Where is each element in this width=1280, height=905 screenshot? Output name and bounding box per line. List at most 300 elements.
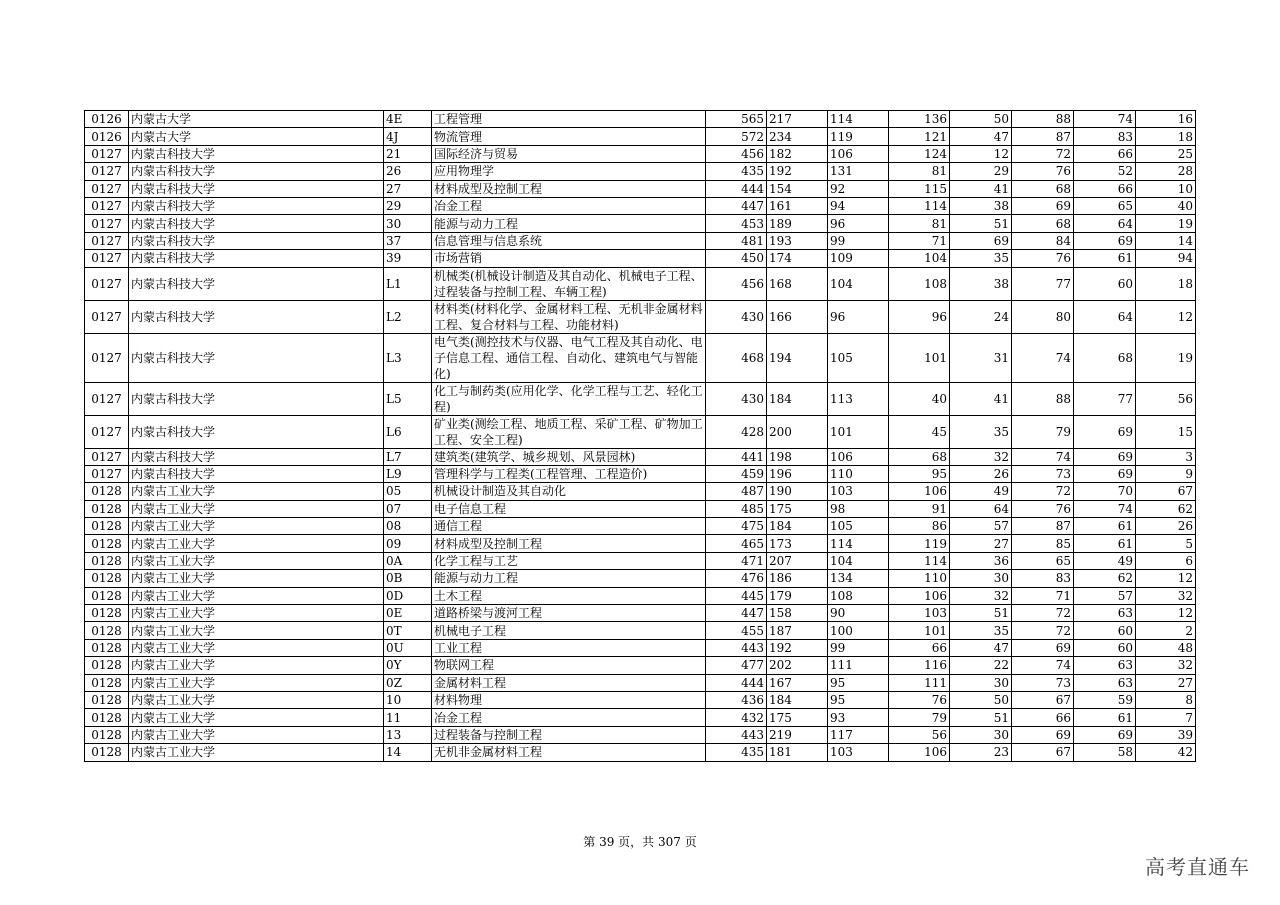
score-cell: 114 [889,197,950,214]
table-row [85,570,1196,587]
score-cell: 83 [1074,128,1136,145]
score-cell: 18 [1136,128,1196,145]
score-cell: 69 [1012,726,1074,743]
school-code-cell: 0128 [85,518,129,535]
major-code-cell: L1 [384,267,432,300]
school-code-cell: 0128 [85,570,129,587]
major-code-cell: 09 [384,535,432,552]
school-name-cell: 内蒙古科技大学 [129,333,384,382]
score-cell: 41 [950,180,1012,197]
score-cell: 101 [889,622,950,639]
score-cell: 456 [706,267,767,300]
watermark-logo: 高考直通车 [1145,855,1250,879]
major-name-cell: 能源与动力工程 [432,570,706,587]
score-cell: 16 [1136,111,1196,128]
score-cell: 61 [1074,535,1136,552]
score-cell: 450 [706,250,767,267]
score-cell: 198 [767,448,828,465]
school-code-cell: 0127 [85,232,129,249]
major-name-cell: 能源与动力工程 [432,215,706,232]
score-cell: 62 [1074,570,1136,587]
score-cell: 76 [1012,163,1074,180]
table-row [85,180,1196,197]
score-cell: 7 [1136,709,1196,726]
score-cell: 50 [950,691,1012,708]
score-cell: 113 [828,382,889,415]
major-code-cell: 13 [384,726,432,743]
score-cell: 115 [889,180,950,197]
score-cell: 69 [1012,197,1074,214]
table-row [85,744,1196,761]
table-row [85,250,1196,267]
score-cell: 207 [767,552,828,569]
school-code-cell: 0127 [85,197,129,214]
school-name-cell: 内蒙古工业大学 [129,674,384,691]
school-code-cell: 0128 [85,674,129,691]
score-cell: 131 [828,163,889,180]
major-code-cell: 0D [384,587,432,604]
major-name-cell: 市场营销 [432,250,706,267]
score-cell: 69 [1074,415,1136,448]
school-name-cell: 内蒙古工业大学 [129,726,384,743]
major-name-cell: 管理科学与工程类(工程管理、工程造价) [432,465,706,482]
score-cell: 455 [706,622,767,639]
score-cell: 35 [950,415,1012,448]
score-cell: 93 [828,709,889,726]
major-name-cell: 化工与制药类(应用化学、化学工程与工艺、轻化工程) [432,382,706,415]
score-cell: 64 [1074,215,1136,232]
score-cell: 192 [767,639,828,656]
school-name-cell: 内蒙古科技大学 [129,215,384,232]
score-cell: 184 [767,518,828,535]
score-cell: 453 [706,215,767,232]
major-name-cell: 物联网工程 [432,657,706,674]
score-cell: 67 [1012,691,1074,708]
score-cell: 41 [950,382,1012,415]
score-cell: 179 [767,587,828,604]
school-name-cell: 内蒙古科技大学 [129,232,384,249]
school-name-cell: 内蒙古大学 [129,128,384,145]
major-code-cell: 05 [384,483,432,500]
major-name-cell: 电子信息工程 [432,500,706,517]
score-cell: 66 [1074,145,1136,162]
major-code-cell: 39 [384,250,432,267]
score-cell: 119 [828,128,889,145]
major-code-cell: L2 [384,300,432,333]
school-code-cell: 0127 [85,145,129,162]
score-cell: 30 [950,570,1012,587]
school-name-cell: 内蒙古工业大学 [129,622,384,639]
school-code-cell: 0128 [85,622,129,639]
school-name-cell: 内蒙古大学 [129,111,384,128]
score-cell: 87 [1012,518,1074,535]
score-cell: 67 [1136,483,1196,500]
score-cell: 63 [1074,605,1136,622]
score-cell: 24 [950,300,1012,333]
score-cell: 36 [950,552,1012,569]
score-cell: 76 [1012,250,1074,267]
school-code-cell: 0128 [85,639,129,656]
score-cell: 200 [767,415,828,448]
major-name-cell: 建筑类(建筑学、城乡规划、风景园林) [432,448,706,465]
score-cell: 114 [889,552,950,569]
score-cell: 110 [828,465,889,482]
score-cell: 110 [889,570,950,587]
score-cell: 76 [889,691,950,708]
score-cell: 88 [1012,111,1074,128]
score-cell: 61 [1074,709,1136,726]
score-cell: 32 [1136,657,1196,674]
score-cell: 101 [889,333,950,382]
score-cell: 38 [950,197,1012,214]
score-cell: 88 [1012,382,1074,415]
score-cell: 114 [828,535,889,552]
score-cell: 95 [828,674,889,691]
major-name-cell: 冶金工程 [432,197,706,214]
score-cell: 187 [767,622,828,639]
school-code-cell: 0127 [85,215,129,232]
score-cell: 62 [1136,500,1196,517]
score-cell: 9 [1136,465,1196,482]
score-cell: 12 [1136,605,1196,622]
score-cell: 430 [706,300,767,333]
major-name-cell: 无机非金属材料工程 [432,744,706,761]
table-row [85,622,1196,639]
score-cell: 47 [950,639,1012,656]
major-code-cell: L6 [384,415,432,448]
score-cell: 443 [706,639,767,656]
major-name-cell: 金属材料工程 [432,674,706,691]
score-cell: 72 [1012,605,1074,622]
score-cell: 49 [1074,552,1136,569]
table-row [85,726,1196,743]
table-row [85,657,1196,674]
score-cell: 73 [1012,465,1074,482]
major-name-cell: 机械类(机械设计制造及其自动化、机械电子工程、过程装备与控制工程、车辆工程) [432,267,706,300]
major-code-cell: 14 [384,744,432,761]
score-cell: 192 [767,163,828,180]
major-code-cell: 11 [384,709,432,726]
table-row [85,691,1196,708]
score-cell: 101 [828,415,889,448]
score-cell: 72 [1012,145,1074,162]
score-cell: 181 [767,744,828,761]
score-cell: 25 [1136,145,1196,162]
score-cell: 52 [1074,163,1136,180]
major-code-cell: 07 [384,500,432,517]
school-code-cell: 0127 [85,465,129,482]
score-cell: 26 [1136,518,1196,535]
score-cell: 459 [706,465,767,482]
score-cell: 27 [1136,674,1196,691]
score-cell: 91 [889,500,950,517]
score-cell: 154 [767,180,828,197]
school-code-cell: 0127 [85,448,129,465]
score-cell: 51 [950,605,1012,622]
major-name-cell: 工程管理 [432,111,706,128]
score-cell: 69 [1074,465,1136,482]
school-name-cell: 内蒙古科技大学 [129,448,384,465]
score-cell: 60 [1074,267,1136,300]
table-row [85,674,1196,691]
school-name-cell: 内蒙古科技大学 [129,415,384,448]
score-cell: 12 [950,145,1012,162]
table-row [85,382,1196,415]
major-code-cell: 21 [384,145,432,162]
score-cell: 481 [706,232,767,249]
school-code-cell: 0127 [85,333,129,382]
score-cell: 103 [889,605,950,622]
table-row [85,483,1196,500]
major-name-cell: 材料类(材料化学、金属材料工程、无机非金属材料工程、复合材料与工程、功能材料) [432,300,706,333]
score-cell: 70 [1074,483,1136,500]
school-name-cell: 内蒙古工业大学 [129,744,384,761]
major-name-cell: 信息管理与信息系统 [432,232,706,249]
score-cell: 136 [889,111,950,128]
score-cell: 166 [767,300,828,333]
score-cell: 14 [1136,232,1196,249]
score-cell: 432 [706,709,767,726]
score-cell: 74 [1074,500,1136,517]
score-cell: 105 [828,333,889,382]
score-cell: 456 [706,145,767,162]
score-cell: 74 [1012,448,1074,465]
score-cell: 94 [828,197,889,214]
score-cell: 83 [1012,570,1074,587]
table-row [85,587,1196,604]
score-cell: 99 [828,639,889,656]
table-body [85,111,1196,762]
score-cell: 111 [889,674,950,691]
score-cell: 30 [950,674,1012,691]
score-cell: 50 [950,111,1012,128]
score-cell: 71 [889,232,950,249]
school-name-cell: 内蒙古科技大学 [129,300,384,333]
score-cell: 106 [828,448,889,465]
score-cell: 86 [889,518,950,535]
score-cell: 35 [950,622,1012,639]
score-cell: 117 [828,726,889,743]
score-cell: 69 [950,232,1012,249]
school-name-cell: 内蒙古科技大学 [129,180,384,197]
score-cell: 67 [1012,744,1074,761]
score-cell: 68 [889,448,950,465]
school-name-cell: 内蒙古科技大学 [129,163,384,180]
table-row [85,465,1196,482]
school-code-cell: 0128 [85,587,129,604]
major-code-cell: 08 [384,518,432,535]
school-code-cell: 0128 [85,483,129,500]
score-cell: 103 [828,483,889,500]
score-cell: 103 [828,744,889,761]
major-name-cell: 矿业类(测绘工程、地质工程、采矿工程、矿物加工工程、安全工程) [432,415,706,448]
score-cell: 104 [828,552,889,569]
school-code-cell: 0127 [85,267,129,300]
score-cell: 68 [1012,215,1074,232]
score-cell: 79 [1012,415,1074,448]
school-name-cell: 内蒙古工业大学 [129,639,384,656]
major-name-cell: 应用物理学 [432,163,706,180]
score-cell: 92 [828,180,889,197]
score-cell: 447 [706,197,767,214]
score-cell: 96 [828,300,889,333]
score-cell: 98 [828,500,889,517]
score-cell: 57 [1074,587,1136,604]
score-cell: 39 [1136,726,1196,743]
score-cell: 48 [1136,639,1196,656]
score-cell: 184 [767,691,828,708]
table-row [85,639,1196,656]
score-cell: 161 [767,197,828,214]
school-code-cell: 0126 [85,128,129,145]
major-code-cell: L3 [384,333,432,382]
score-cell: 45 [889,415,950,448]
score-cell: 476 [706,570,767,587]
score-cell: 64 [950,500,1012,517]
major-name-cell: 冶金工程 [432,709,706,726]
school-code-cell: 0128 [85,500,129,517]
score-cell: 72 [1012,483,1074,500]
major-code-cell: 0U [384,639,432,656]
score-cell: 60 [1074,622,1136,639]
score-cell: 26 [950,465,1012,482]
school-name-cell: 内蒙古工业大学 [129,709,384,726]
table-row [85,163,1196,180]
score-cell: 175 [767,500,828,517]
score-cell: 71 [1012,587,1074,604]
school-name-cell: 内蒙古科技大学 [129,465,384,482]
score-cell: 77 [1012,267,1074,300]
table-row [85,145,1196,162]
major-code-cell: L7 [384,448,432,465]
major-code-cell: 26 [384,163,432,180]
score-cell: 2 [1136,622,1196,639]
score-cell: 64 [1074,300,1136,333]
table-row [85,500,1196,517]
score-cell: 444 [706,180,767,197]
score-cell: 175 [767,709,828,726]
score-cell: 182 [767,145,828,162]
score-cell: 72 [1012,622,1074,639]
score-cell: 49 [950,483,1012,500]
score-cell: 18 [1136,267,1196,300]
score-cell: 134 [828,570,889,587]
score-cell: 99 [828,232,889,249]
score-cell: 124 [889,145,950,162]
score-table [84,110,1196,762]
score-cell: 106 [889,744,950,761]
school-code-cell: 0127 [85,300,129,333]
score-cell: 168 [767,267,828,300]
score-cell: 65 [1012,552,1074,569]
score-cell: 15 [1136,415,1196,448]
score-cell: 87 [1012,128,1074,145]
major-code-cell: 10 [384,691,432,708]
school-code-cell: 0126 [85,111,129,128]
score-cell: 74 [1012,333,1074,382]
score-cell: 59 [1074,691,1136,708]
score-cell: 31 [950,333,1012,382]
score-cell: 66 [1074,180,1136,197]
table-row [85,605,1196,622]
score-cell: 435 [706,744,767,761]
score-cell: 12 [1136,570,1196,587]
score-cell: 430 [706,382,767,415]
major-code-cell: 29 [384,197,432,214]
school-name-cell: 内蒙古工业大学 [129,518,384,535]
score-cell: 5 [1136,535,1196,552]
school-code-cell: 0128 [85,535,129,552]
major-code-cell: 0A [384,552,432,569]
score-cell: 47 [950,128,1012,145]
score-cell: 96 [828,215,889,232]
score-cell: 487 [706,483,767,500]
school-name-cell: 内蒙古科技大学 [129,267,384,300]
score-cell: 100 [828,622,889,639]
score-cell: 6 [1136,552,1196,569]
score-cell: 190 [767,483,828,500]
score-cell: 193 [767,232,828,249]
score-cell: 69 [1074,448,1136,465]
table-row [85,552,1196,569]
table-row [85,518,1196,535]
score-cell: 22 [950,657,1012,674]
major-name-cell: 通信工程 [432,518,706,535]
score-cell: 572 [706,128,767,145]
major-name-cell: 机械电子工程 [432,622,706,639]
major-code-cell: 0Z [384,674,432,691]
score-cell: 84 [1012,232,1074,249]
score-cell: 565 [706,111,767,128]
table-row [85,333,1196,382]
score-cell: 32 [950,587,1012,604]
score-cell: 74 [1012,657,1074,674]
score-cell: 436 [706,691,767,708]
table-row [85,415,1196,448]
school-name-cell: 内蒙古工业大学 [129,570,384,587]
score-cell: 90 [828,605,889,622]
score-cell: 95 [889,465,950,482]
score-cell: 3 [1136,448,1196,465]
major-code-cell: 30 [384,215,432,232]
school-name-cell: 内蒙古工业大学 [129,587,384,604]
score-cell: 8 [1136,691,1196,708]
score-cell: 447 [706,605,767,622]
school-name-cell: 内蒙古工业大学 [129,657,384,674]
score-cell: 29 [950,163,1012,180]
score-cell: 56 [1136,382,1196,415]
major-name-cell: 工业工程 [432,639,706,656]
school-code-cell: 0128 [85,605,129,622]
score-cell: 81 [889,215,950,232]
school-name-cell: 内蒙古科技大学 [129,145,384,162]
score-cell: 28 [1136,163,1196,180]
score-cell: 104 [828,267,889,300]
table-row [85,267,1196,300]
table-row [85,232,1196,249]
score-cell: 443 [706,726,767,743]
major-code-cell: 0E [384,605,432,622]
score-cell: 63 [1074,674,1136,691]
school-code-cell: 0127 [85,163,129,180]
score-cell: 38 [950,267,1012,300]
score-cell: 158 [767,605,828,622]
table-row [85,709,1196,726]
score-cell: 106 [889,587,950,604]
school-name-cell: 内蒙古工业大学 [129,535,384,552]
score-cell: 51 [950,709,1012,726]
score-cell: 428 [706,415,767,448]
